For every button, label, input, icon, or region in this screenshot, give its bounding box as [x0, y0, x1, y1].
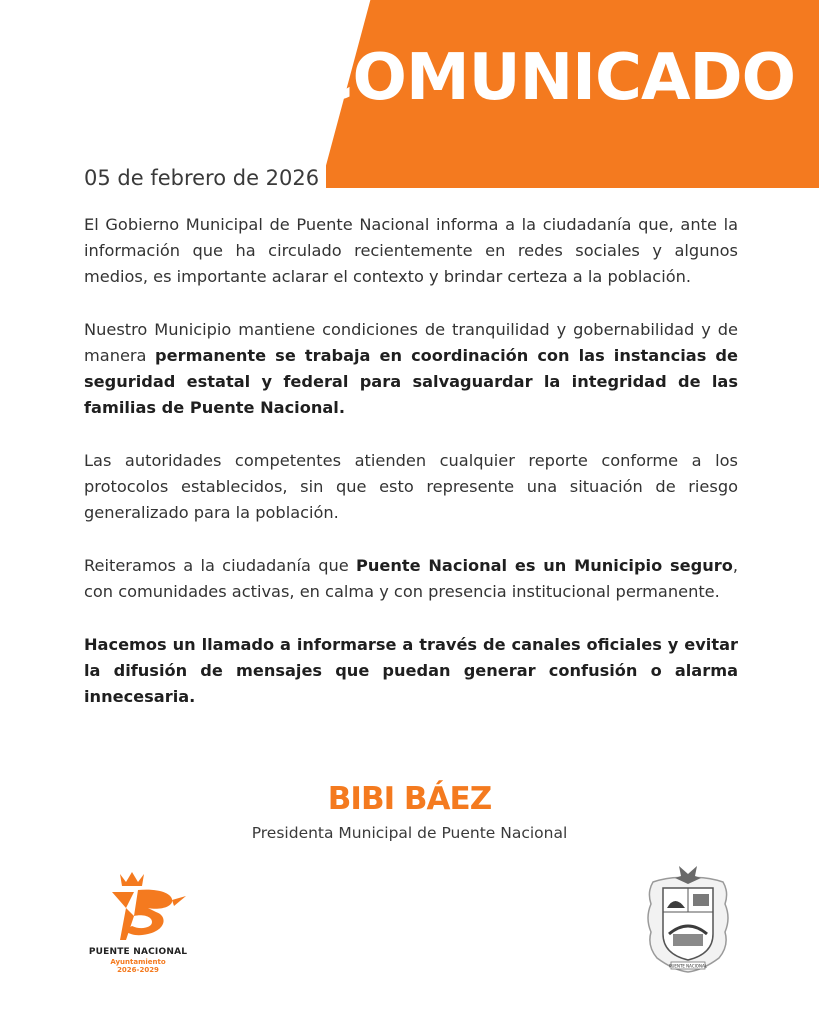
paragraph-4-text-end: , con comunidades activas, en calma y con presencia institucional permanente.: [84, 556, 738, 601]
paragraph-5: [84, 632, 738, 710]
logo-subtitle-line-2: 2026-2029: [117, 966, 159, 974]
paragraph-4: [84, 553, 738, 605]
paragraph-1: El Gobierno Municipal de Puente Nacional informa a la ciudadanía que, ante la información que ha circulado recientemente en redes sociales y algunos medios, es importante aclarar el contexto y brindar certeza a la población.: [84, 215, 738, 286]
paragraph-4-text-start: Reiteramos a la ciudadanía que: [84, 556, 356, 575]
document-date: 05 de febrero de 2026: [84, 166, 320, 190]
municipal-logo: [82, 868, 194, 978]
page-title: COMUNICADO: [306, 41, 795, 115]
paragraph-2: [84, 317, 738, 421]
paragraph-2-emphasis: permanente se trabaja en coordinación con las instancias de seguridad estatal y federal para salvaguardar la integridad de las familias de Puente Nacional.: [84, 346, 738, 417]
municipal-coat-of-arms-icon: [643, 862, 733, 974]
paragraph-3: Las autoridades competentes atienden cualquier reporte conforme a los protocolos establecidos, sin que esto represente una situación de riesgo generalizado para la población.: [84, 451, 738, 522]
logo-subtitle-line-1: Ayuntamiento: [110, 958, 166, 966]
logo-name: PUENTE NACIONAL: [88, 947, 188, 957]
coat-of-arms: [643, 862, 733, 974]
paragraph-2-text: Nuestro Municipio mantiene condiciones de tranquilidad y gobernabilidad y de manera: [84, 320, 738, 365]
document-body: [84, 212, 738, 737]
logo-subtitle: [82, 958, 194, 974]
signatory-name: BIBI BÁEZ: [327, 781, 492, 817]
crest-caption: PUENTE NACIONAL: [669, 963, 707, 969]
paragraph-5-emphasis: Hacemos un llamado a informarse a través de canales oficiales y evitar la difusión de mensajes que puedan generar confusión o alarma innecesaria.: [84, 635, 738, 706]
paragraph-4-emphasis: Puente Nacional es un Municipio seguro: [355, 556, 733, 575]
signatory-role: Presidenta Municipal de Puente Nacional: [251, 824, 568, 842]
crown-bird-logo-icon: [82, 868, 194, 946]
